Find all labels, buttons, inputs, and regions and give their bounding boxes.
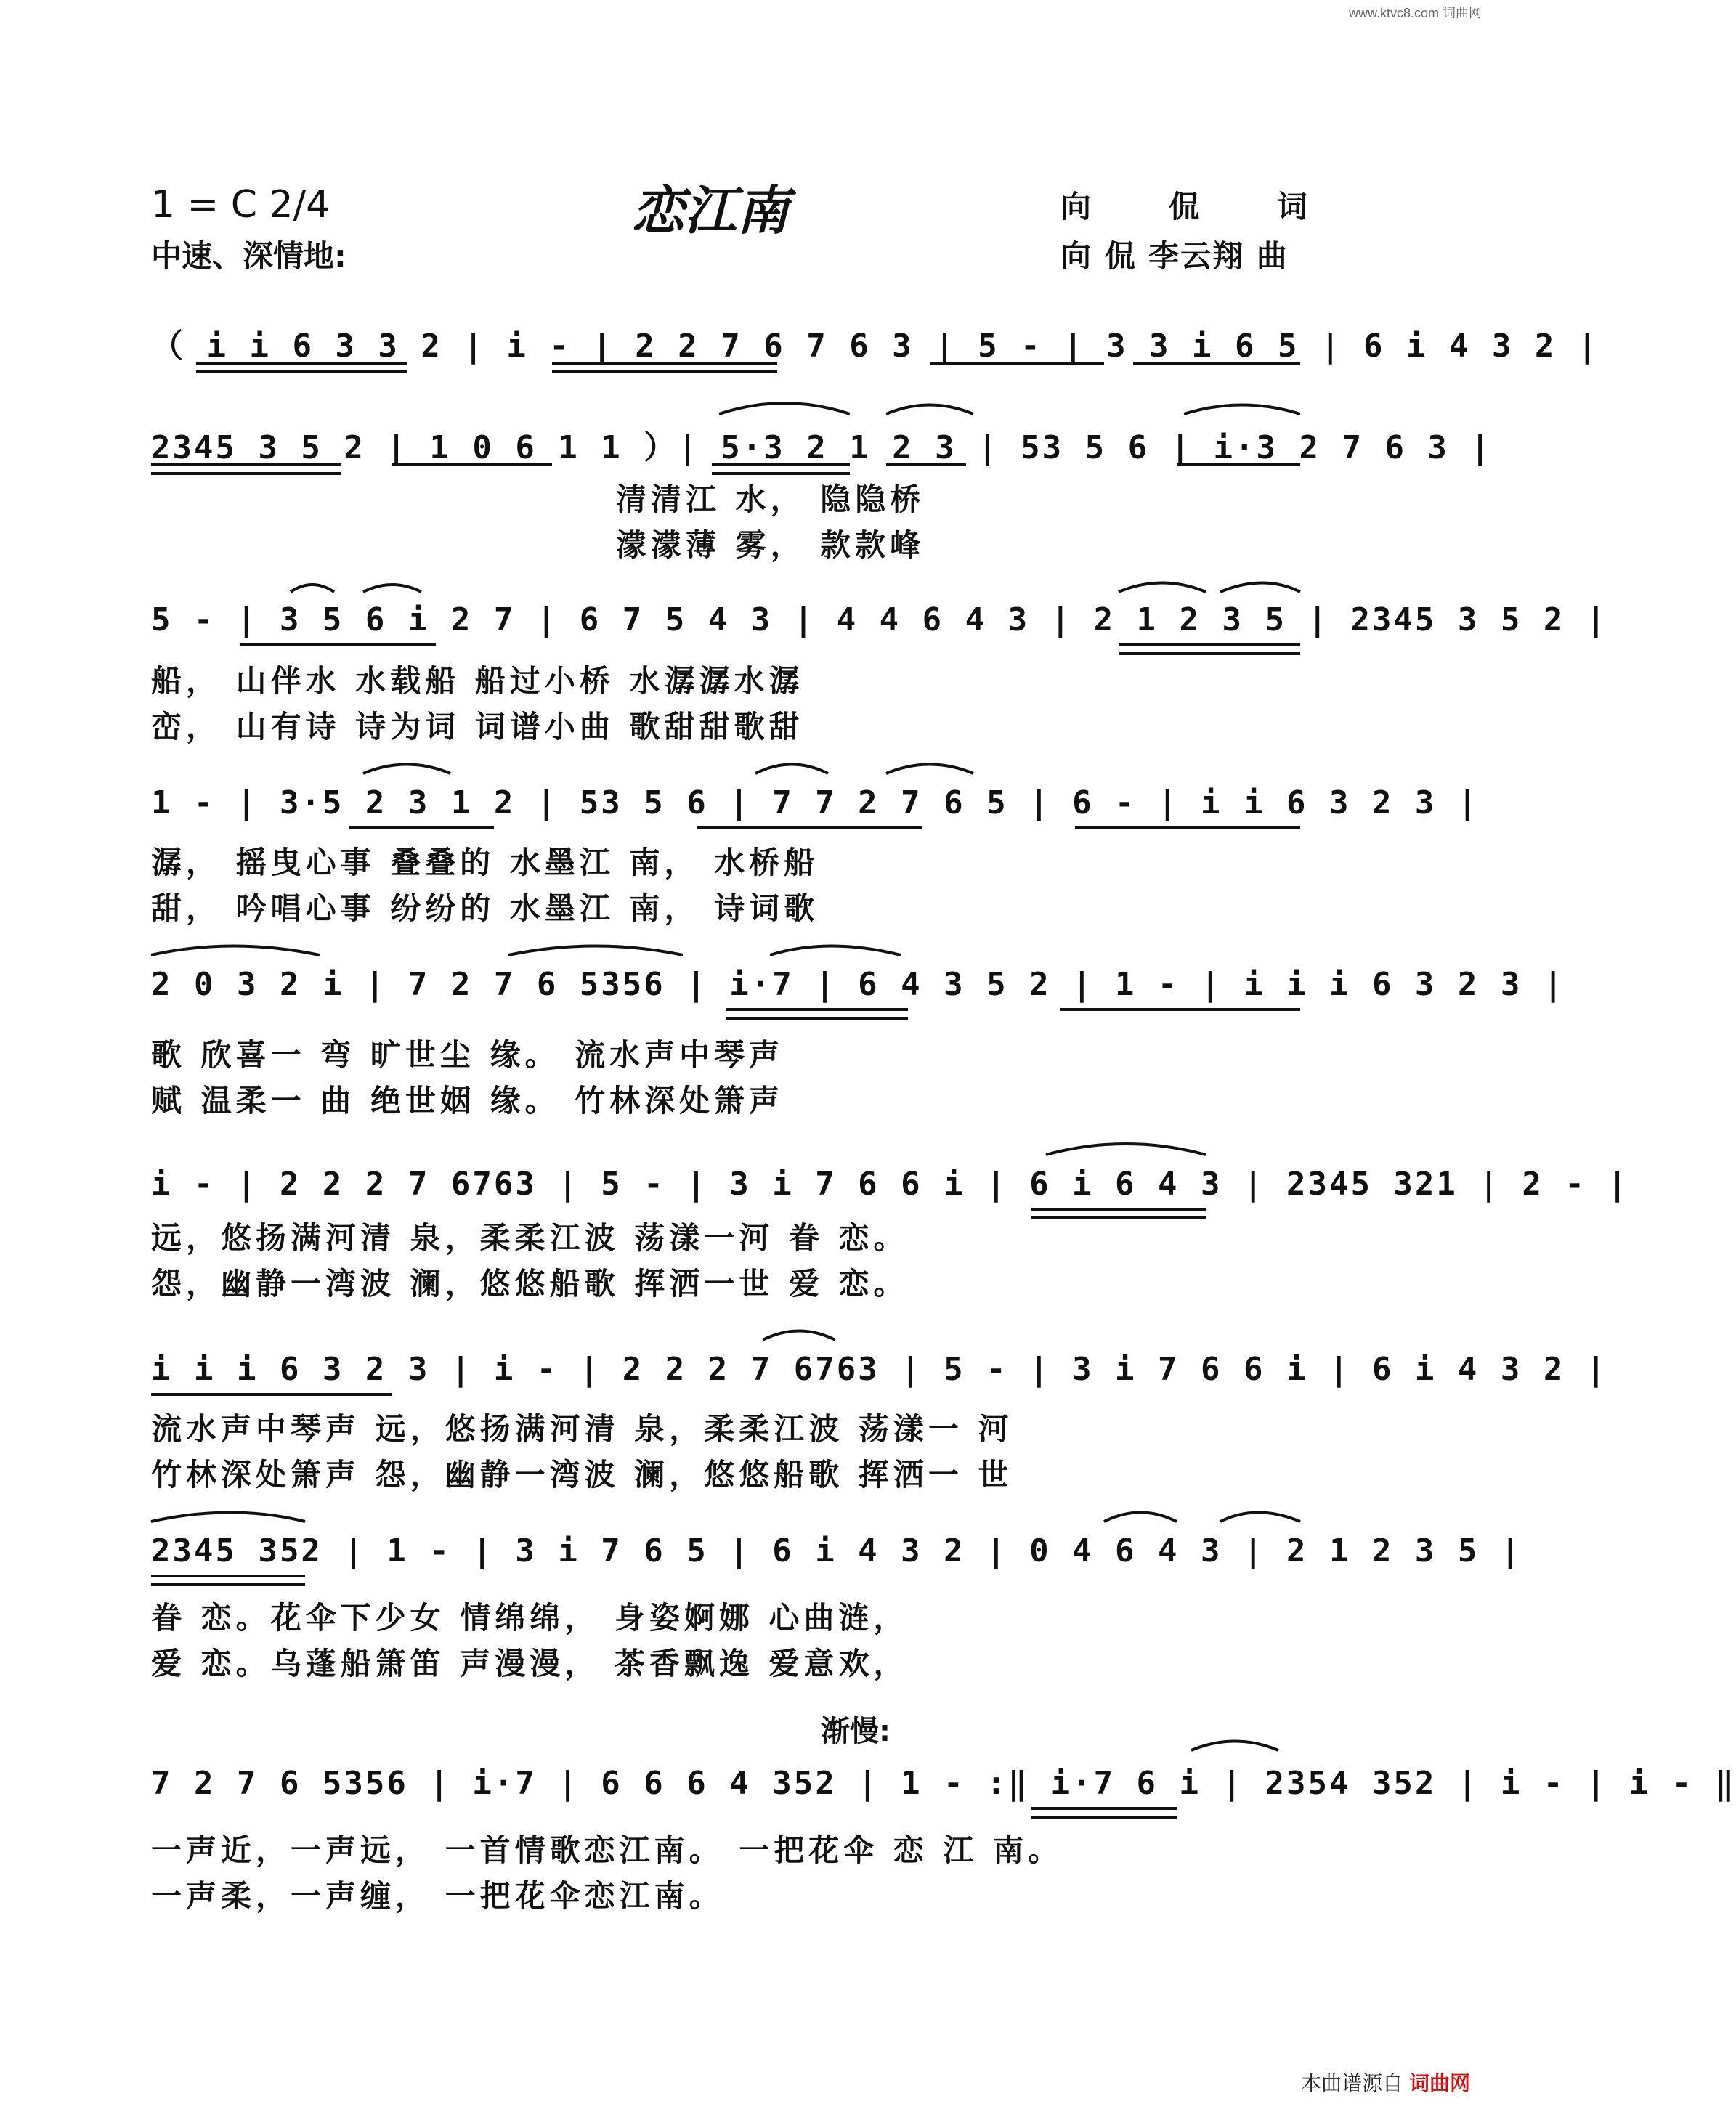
row-9-lyrics-verse-1: 一声近，一声远， 一首情歌恋江南。 一把花伞 恋 江 南。 <box>151 1832 1063 1868</box>
row-7-lyrics-verse-1: 流水声中琴声 远，悠扬满河清 泉，柔柔江波 荡漾一 河 <box>151 1411 1013 1447</box>
row-9-lyrics-verse-2: 一声柔，一声缠， 一把花伞恋江南。 <box>151 1878 724 1914</box>
row-6-lyrics-verse-1: 远，悠扬满河清 泉，柔柔江波 荡漾一河 眷 恋。 <box>151 1220 909 1256</box>
slur-arcs <box>151 403 1300 1750</box>
tempo-marking: 中速、深情地: <box>151 238 346 274</box>
row-5-lyrics-verse-2: 赋 温柔一 曲 绝世姻 缘。 竹林深处箫声 <box>151 1083 784 1118</box>
ritardando-marking: 渐慢: <box>821 1715 891 1748</box>
row-2-lyrics-verse-2: 濛濛薄 雾， 款款峰 <box>616 527 925 563</box>
song-title: 恋江南 <box>632 179 790 241</box>
row-7-lyrics-verse-2: 竹林深处箫声 怨，幽静一湾波 澜，悠悠船歌 挥洒一 世 <box>151 1457 1013 1492</box>
row-4-lyrics-verse-2: 甜， 吟唱心事 纷纷的 水墨江 南， 诗词歌 <box>151 890 819 926</box>
score-row-2-notes: 2345 3 5 2 | 1 0 6 1 1 ）| 5·3 2 1 2 3 | 53 5 6 | i·3 2 7 6 3 | <box>151 429 1492 466</box>
key-signature: 1 = C 2/4 <box>151 183 330 227</box>
source-footer <box>1301 2068 1470 2097</box>
lyricist-name-1: 向 <box>1060 189 1092 224</box>
score-row-7-notes: i i i 6 3 2 3 | i - | 2 2 2 7 6763 | 5 - | 3 i 7 6 6 i | 6 i 4 3 2 | <box>151 1351 1608 1388</box>
row-6-lyrics-verse-2: 怨，幽静一湾波 澜，悠悠船歌 挥洒一世 爱 恋。 <box>151 1266 909 1301</box>
lyricist-role: 词 <box>1276 189 1307 224</box>
score-row-6-notes: i - | 2 2 2 7 6763 | 5 - | 3 i 7 6 6 i | 6 i 6 4 3 | 2345 321 | 2 - | <box>151 1166 1629 1203</box>
lyricist-name-2: 侃 <box>1168 189 1199 224</box>
row-8-lyrics-verse-1: 眷 恋。花伞下少女 情绵绵， 身姿婀娜 心曲涟， <box>151 1600 909 1636</box>
footer-prefix: 本曲谱源自 <box>1301 2071 1403 2095</box>
row-8-lyrics-verse-2: 爱 恋。乌蓬船箫笛 声漫漫， 茶香飘逸 爱意欢， <box>151 1646 909 1681</box>
row-3-lyrics-verse-1: 船， 山伴水 水载船 船过小桥 水潺潺水潺 <box>151 663 804 699</box>
row-4-lyrics-verse-1: 潺， 摇曳心事 叠叠的 水墨江 南， 水桥船 <box>151 845 819 880</box>
score-row-4-notes: 1 - | 3·5 2 3 1 2 | 53 5 6 | 7 7 2 7 6 5 | 6 - | i i 6 3 2 3 | <box>151 784 1480 821</box>
beam-lines <box>151 363 1300 1817</box>
score-row-9-notes: 7 2 7 6 5356 | i·7 | 6 6 6 4 352 | 1 - :‖ i·7 6 i | 2354 352 | i - | i - ‖ <box>151 1765 1736 1802</box>
footer-brand-logo: 词曲网 <box>1408 2071 1470 2095</box>
row-5-lyrics-verse-1: 歌 欣喜一 弯 旷世尘 缘。 流水声中琴声 <box>151 1037 784 1073</box>
score-row-8-notes: 2345 352 | 1 - | 3 i 7 6 5 | 6 i 4 3 2 | 0 4 6 4 3 | 2 1 2 3 5 | <box>151 1532 1522 1569</box>
composer-credit: 向 侃 李云翔 曲 <box>1060 238 1289 274</box>
score-row-3-notes: 5 - | 3 5 6 i 2 7 | 6 7 5 4 3 | 4 4 6 4 3 | 2 1 2 3 5 | 2345 3 5 2 | <box>151 601 1608 638</box>
row-3-lyrics-verse-2: 峦， 山有诗 诗为词 词谱小曲 歌甜甜歌甜 <box>151 709 804 744</box>
score-row-1-notes: （ i i 6 3 3 2 | i - | 2 2 7 6 7 6 3 | 5 - | 3 3 i 6 5 | 6 i 4 3 2 | <box>151 328 1599 365</box>
row-2-lyrics-verse-1: 清清江 水， 隐隐桥 <box>616 482 925 517</box>
score-row-5-notes: 2 0 3 2 i | 7 2 7 6 5356 | i·7 | 6 4 3 5 2 | 1 - | i i i 6 3 2 3 | <box>151 966 1565 1003</box>
site-watermark: www.ktvc8.com 词曲网 <box>1348 6 1482 20</box>
